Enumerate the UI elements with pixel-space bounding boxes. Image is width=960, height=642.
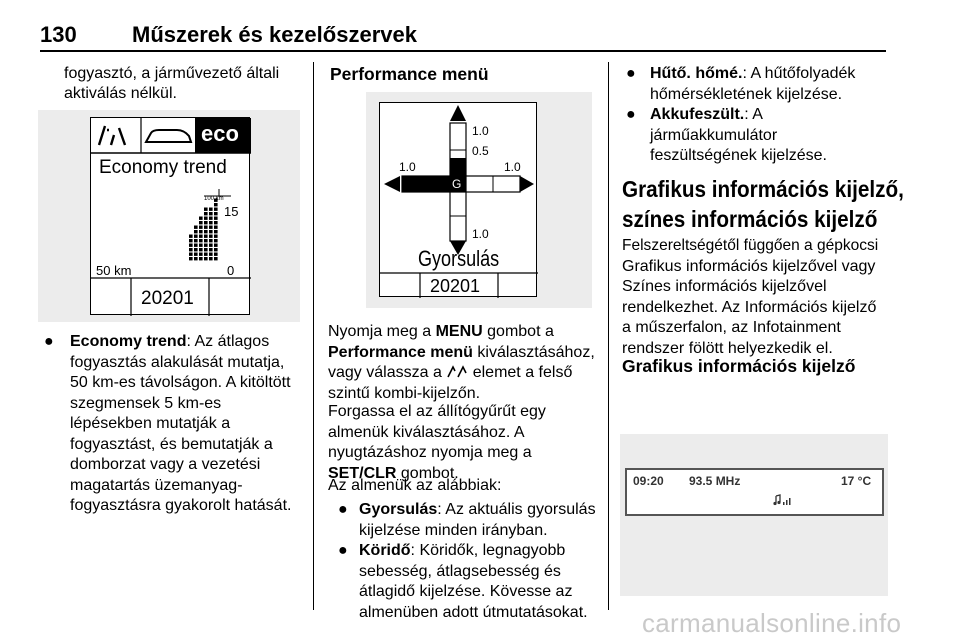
economy-bar-segment	[204, 226, 208, 229]
text: Grafikus információs kijelzővel vagy	[622, 257, 876, 275]
text: sebesség, átlagsebesség és	[359, 562, 561, 580]
economy-bar-segment	[199, 226, 203, 229]
chapter-title: Műszerek és kezelőszervek	[132, 22, 417, 47]
scale-value-15: 15	[224, 204, 239, 219]
economy-bar-segment	[204, 244, 208, 247]
economy-bar-segment	[199, 239, 203, 242]
page-number: 130	[40, 22, 77, 47]
column-divider-2	[608, 62, 609, 610]
economy-bar-segment	[214, 244, 218, 247]
setclr-keyword: SET/CLR	[328, 464, 397, 482]
paragraph-display-intro	[622, 236, 892, 359]
performance-keyword: Performance menü	[328, 343, 473, 361]
text: : Köridők, legnagyobb	[410, 542, 566, 559]
bullet-line: fogyasztásra gyakorolt hatását.	[70, 497, 292, 514]
bullet-line: domborzat vagy a vezetési	[70, 456, 261, 473]
car-icon	[146, 130, 191, 142]
economy-bar-segment	[204, 235, 208, 238]
economy-bar-segment	[214, 221, 218, 224]
economy-bar-segment	[194, 248, 198, 251]
radio-frequency: 93.5 MHz	[689, 474, 741, 488]
economy-bar-segment	[214, 248, 218, 251]
economy-bar-segment	[214, 253, 218, 256]
economy-bar-chart	[189, 199, 218, 261]
arrow-right-icon	[520, 176, 534, 192]
text: almenük kiválasztásához. A	[328, 423, 525, 441]
economy-bar-segment	[209, 217, 213, 220]
economy-bar-segment	[204, 239, 208, 242]
text: Forgassa el az állítógyűrűt egy	[328, 403, 546, 420]
section-heading-display	[622, 174, 904, 234]
road-icon	[99, 126, 125, 145]
submenu-intro: Az almenük az alábbiak:	[328, 477, 502, 494]
bullet-lap-time: ● Köridő: Köridők, legnagyobb sebesség, átlagsebesség és átlagidő kijelzése. Kövesse az almenüben adott útmutatásokat.	[338, 541, 606, 625]
economy-bar-segment	[214, 230, 218, 233]
economy-trend-figure	[38, 110, 300, 322]
economy-bar-segment	[199, 217, 203, 220]
odometer-value: 20201	[141, 288, 194, 309]
economy-bar-segment	[189, 248, 193, 251]
economy-bar-segment	[194, 235, 198, 238]
text: szintű kombi-kijelzőn.	[328, 384, 481, 402]
economy-bar-segment	[204, 257, 208, 260]
term-economy-trend: Economy trend	[70, 333, 187, 350]
term-acceleration: Gyorsulás	[359, 501, 438, 518]
economy-bar-segment	[204, 230, 208, 233]
text: gombot.	[396, 464, 459, 482]
economy-bar-segment	[199, 230, 203, 233]
economy-bar-segment	[209, 226, 213, 229]
watermark: carmanualsonline.info	[642, 608, 902, 638]
acceleration-label: Gyorsulás	[418, 246, 500, 271]
performance-menu-heading: Performance menü	[330, 64, 489, 84]
economy-bar-segment	[199, 244, 203, 247]
economy-bar-segment	[209, 244, 213, 247]
economy-bar-segment	[204, 208, 208, 211]
economy-bar-segment	[189, 235, 193, 238]
economy-bar-segment	[214, 208, 218, 211]
text: elemet a felső	[468, 364, 573, 381]
term-lap-time: Köridő	[359, 542, 411, 559]
economy-bar-segment	[214, 217, 218, 220]
economy-bar-segment	[199, 257, 203, 260]
economy-trend-display	[90, 117, 250, 315]
bullet-line: fogyasztás alakulását mutatja,	[70, 353, 285, 371]
term-battery-voltage: Akkufeszült.	[650, 106, 745, 123]
bullet-acceleration: ● Gyorsulás: Az aktuális gyorsulás kijelzése minden irányban.	[338, 500, 606, 542]
performance-figure	[366, 92, 592, 308]
economy-trend-title: Economy trend	[99, 157, 227, 178]
g-right: 1.0	[504, 160, 521, 174]
graphic-display-figure	[620, 434, 888, 596]
text: : Az aktuális gyorsulás	[437, 501, 596, 518]
economy-bar-segment	[214, 203, 218, 206]
text: hőmérsékletének kijelzése.	[650, 85, 843, 103]
economy-bar-segment	[204, 253, 208, 256]
performance-display	[379, 102, 537, 297]
heading-line: Grafikus információs kijelző,	[622, 176, 904, 202]
economy-bar-segment	[199, 235, 203, 238]
g-bottom: 1.0	[472, 227, 489, 241]
economy-bar-segment	[214, 212, 218, 215]
economy-bar-segment	[189, 239, 193, 242]
text: rendelkezhet. Az Információs kijelző	[622, 298, 877, 316]
economy-bar-segment	[209, 212, 213, 215]
economy-bar-segment	[214, 239, 218, 242]
column-divider-1	[313, 62, 314, 610]
economy-bar-segment	[204, 212, 208, 215]
text: Felszereltségétől függően a gépkocsi	[622, 237, 879, 254]
economy-bar-segment	[194, 244, 198, 247]
g-top-1: 1.0	[472, 124, 489, 138]
economy-bar-segment	[194, 226, 198, 229]
outside-temperature: 17 °C	[841, 474, 872, 488]
clock-time: 09:20	[633, 474, 664, 488]
bullet-line: fogyasztást, és bemutatják a	[70, 435, 273, 453]
bullet-economy-trend: ● Economy trend: Az átlagos fogyasztás alakulását mutatja, 50 km-es távolságon. A kitöltött szegmensek 5 km-es lépésekben mutatják a fogyasztást, és bemutatják a domborzat vagy a vezetési magatartás üzemanyag- fogyasztásra gyakorolt hatását.	[44, 332, 306, 502]
text: átlagidő kijelzése. Kövesse az	[359, 583, 573, 600]
bullet-line: magatartás üzemanyag-	[70, 476, 243, 494]
eco-tab-label: eco	[201, 121, 239, 146]
bullet-coolant-temp: ● Hűtő. hőmé.: A hűtőfolyadék hőmérsékletének kijelzése.	[626, 64, 896, 106]
bullet-line: lépésekben mutatják a	[70, 415, 231, 432]
text: rendszer fölött helyezkedik el.	[622, 339, 833, 357]
economy-bar-segment	[189, 257, 193, 260]
radio-display	[625, 468, 884, 516]
text: vagy válassza a	[328, 364, 447, 381]
paragraph-rotate	[328, 402, 604, 484]
distance-left-label: 50 km	[96, 263, 132, 278]
intro-text-line-2: aktiválás nélkül.	[64, 85, 177, 102]
bullet-line: 50 km-es távolságon. A kitöltött	[70, 374, 291, 391]
menu-keyword: MENU	[435, 323, 483, 340]
economy-bar-segment	[209, 253, 213, 256]
economy-bar-segment	[194, 253, 198, 256]
economy-bar-segment	[214, 257, 218, 260]
economy-bar-segment	[189, 253, 193, 256]
distance-right-label: 0	[227, 263, 235, 278]
g-center-label: G	[452, 177, 462, 191]
text: almenüben adott útmutatásokat.	[359, 603, 588, 621]
text: feszültségének kijelzése.	[650, 147, 827, 164]
g-top-05: 0.5	[472, 144, 489, 158]
economy-bar-segment	[209, 239, 213, 242]
scale-label: 100 km	[204, 196, 224, 202]
graphic-display-subheading: Grafikus információs kijelző	[622, 356, 856, 376]
text: gombot a	[482, 323, 554, 340]
term-coolant-temp: Hűtő. hőmé.	[650, 65, 743, 82]
economy-bar-segment	[204, 221, 208, 224]
bullet-text: : Az átlagos	[186, 333, 270, 350]
economy-bar-segment	[204, 217, 208, 220]
road-car-icon	[446, 365, 468, 379]
economy-bar-segment	[214, 235, 218, 238]
economy-bar-segment	[209, 248, 213, 251]
intro-text-line-1: fogyasztó, a járművezető általi	[64, 65, 280, 82]
economy-bar-segment	[204, 248, 208, 251]
music-signal-icon	[773, 494, 793, 506]
paragraph-menu-button	[328, 322, 604, 404]
page-header	[40, 18, 886, 52]
text: nyugtázáshoz nyomja meg a	[328, 444, 532, 461]
economy-bar-segment	[194, 257, 198, 260]
economy-bar-segment	[199, 221, 203, 224]
text: kijelzése minden irányban.	[359, 521, 548, 539]
text: Nyomja meg a	[328, 323, 436, 340]
arrow-up-icon	[450, 105, 466, 121]
text: kiválasztásához,	[472, 343, 595, 361]
economy-bar-segment	[199, 253, 203, 256]
economy-bar-segment	[209, 230, 213, 233]
perf-odometer: 20201	[430, 276, 481, 296]
economy-bar-segment	[209, 221, 213, 224]
text: a műszerfalon, az Infotainment	[622, 319, 841, 336]
economy-bar-segment	[189, 244, 193, 247]
g-left: 1.0	[399, 160, 416, 174]
bullet-battery-voltage: ● Akkufeszült.: A járműakkumulátor feszültségének kijelzése.	[626, 105, 896, 167]
heading-line: színes információs kijelző	[622, 206, 878, 232]
text: Színes információs kijelzővel	[622, 278, 827, 295]
bullet-line: szegmensek 5 km-es	[70, 394, 222, 412]
economy-bar-segment	[209, 257, 213, 260]
economy-bar-segment	[194, 230, 198, 233]
text: : A hűtőfolyadék	[742, 65, 856, 82]
economy-bar-segment	[209, 208, 213, 211]
arrow-left-icon	[384, 176, 400, 192]
economy-bar-segment	[199, 248, 203, 251]
economy-bar-segment	[214, 226, 218, 229]
text: járműakkumulátor	[650, 126, 778, 144]
text: : A	[744, 106, 763, 123]
economy-bar-segment	[209, 235, 213, 238]
economy-bar-segment	[194, 239, 198, 242]
